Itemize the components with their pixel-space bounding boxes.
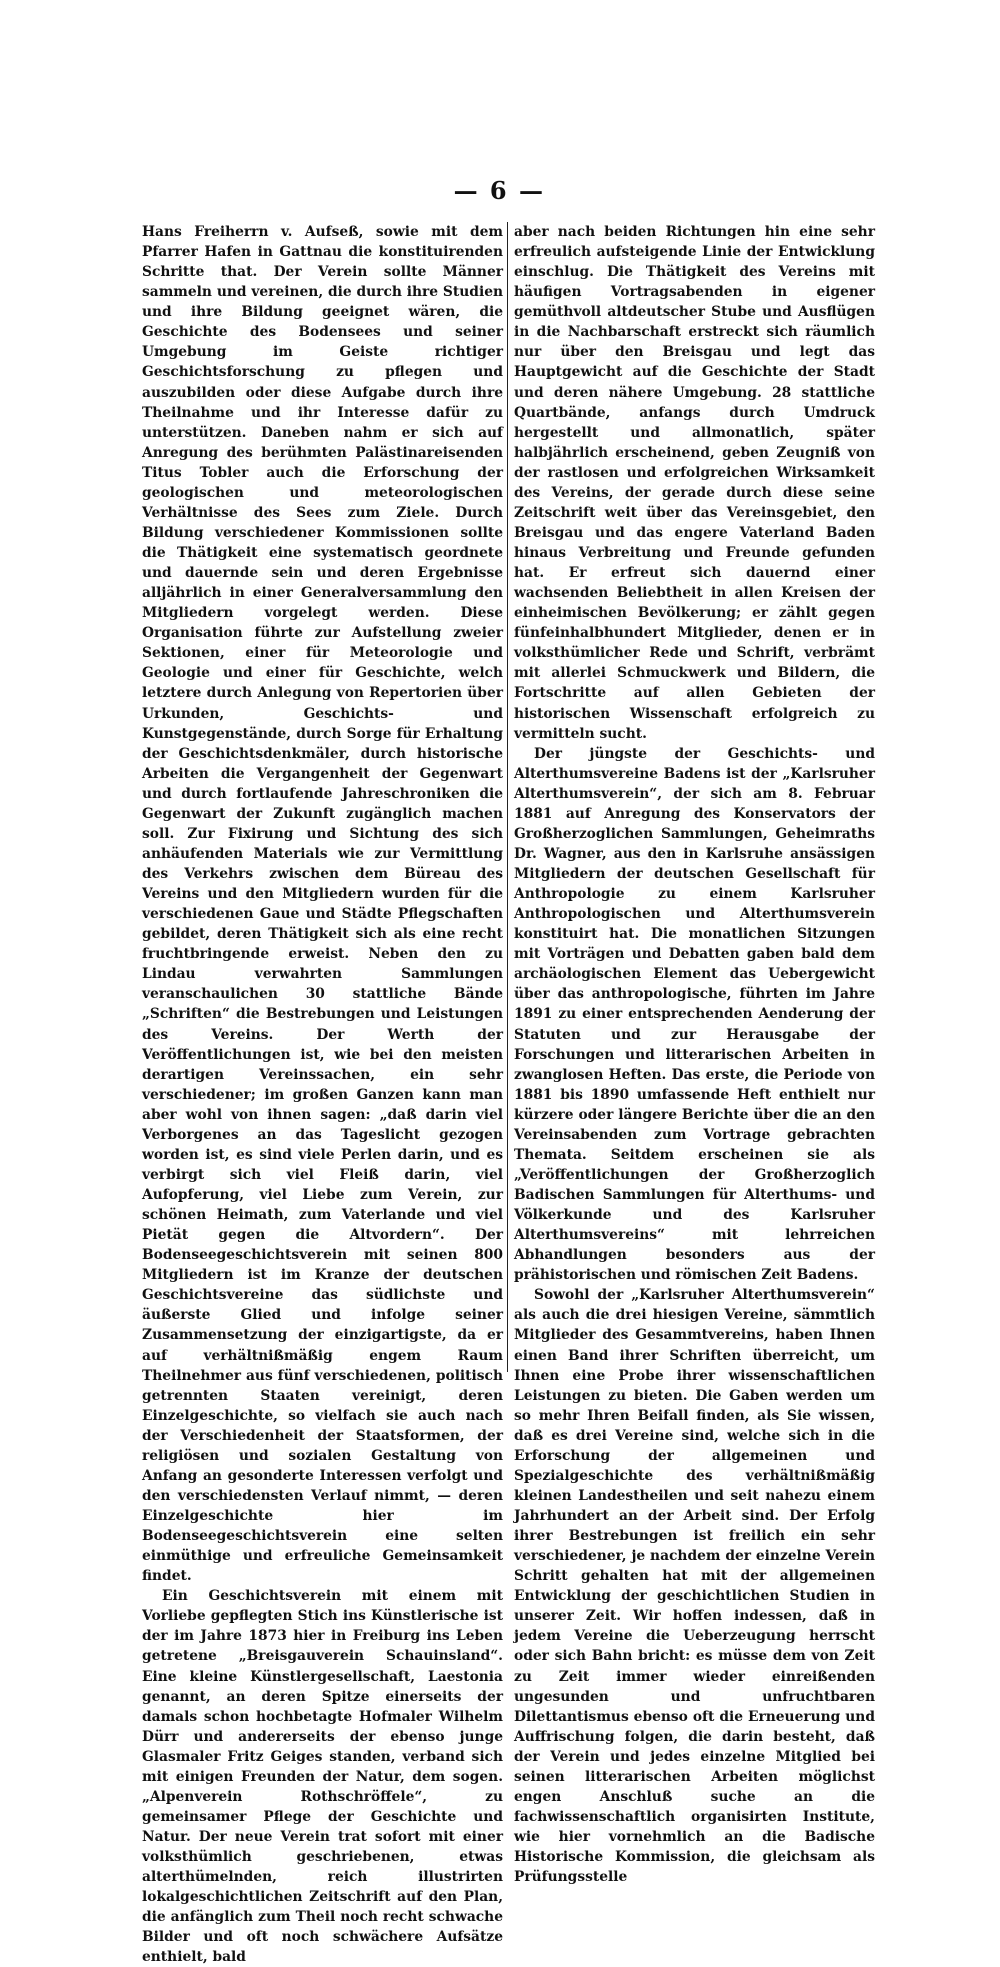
right-paragraph-3: Sowohl der „Karlsruher Alterthumsverein“ als auch die drei hiesigen Vereine, sämmtlich Mitglieder des Gesammtvereins, haben Ihnen einen Band ihrer Schriften überreicht, um Ihnen eine Probe ihrer wissenschaftlichen Leistungen zu bieten. Die Gaben werden um so mehr Ihren Beifall finden, als Sie wissen, daß es drei Vereine sind, welche sich in die Erforschung der allgemeinen und Spezialgeschichte des verhältnißmäßig kleinen Landestheilen und seit nahezu einem Jahrhundert an der Arbeit sind. Der Erfolg ihrer Bestrebungen ist freilich ein sehr verschiedener, je nachdem der einzelne Verein Schritt gehalten hat mit der allgemeinen Entwicklung der geschichtlichen Studien in unserer Zeit. Wir hoffen indessen, daß in jedem Vereine die Ueberzeugung herrscht oder sich Bahn bricht: es müsse dem von Zeit zu Zeit immer wieder einreißenden ungesunden und unfruchtbaren Dilettantismus ebenso oft die Erneuerung und Auffrischung folgen, die darin besteht, daß der Verein und jedes einzelne Mitglied bei seinen litterarischen Arbeiten möglichst engen Anschluß suche an die fachwissenschaftlich organisirten Institute, wie hier vornehmlich an die Badische Historische Kommission, die gleichsam als Prüfungsstelle (514, 1287, 875, 1886)
left-paragraph-2: Ein Geschichtsverein mit einem mit Vorliebe gepflegten Stich ins Künstlerische ist der im Jahre 1873 hier in Freiburg ins Leben getretene „Breisgauverein Schauinsland“. Eine kleine Künstlergesellschaft, Laestonia genannt, an deren Spitze einerseits der damals schon hochbetagte Hofmaler Wilhelm Dürr und andererseits der ebenso junge Glasmaler Fritz Geiges standen, verband sich mit einigen Freunden der Natur, dem sogen. „Alpenverein Rothschröffele“, zu gemeinsamer Pflege der Geschichte und Natur. Der neue Verein trat sofort mit einer volksthümlich geschriebenen, etwas alterthümelnden, reich illustrirten lokalgeschichtlichen Zeitschrift auf den Plan, die anfänglich zum Theil noch recht schwache Bilder und oft noch schwächere Aufsätze enthielt, bald (142, 1588, 503, 1966)
right-paragraph-1: aber nach beiden Richtungen hin eine sehr erfreulich aufsteigende Linie der Entwicklung einschlug. Die Thätigkeit des Vereins mit häufigen Vortragsabenden in eigener gemüthvoll altdeutscher Stube und Ausflügen in die Nachbarschaft erstreckt sich räumlich nur über den Breisgau und legt das Hauptgewicht auf die Geschichte der Stadt und deren nähere Umgebung. 28 stattliche Quartbände, anfangs durch Umdruck hergestellt und allmonatlich, später halbjährlich erscheinend, geben Zeugniß von der rastlosen und erfolgreichen Wirksamkeit des Vereins, der gerade durch diese seine Zeitschrift weit über das Vereinsgebiet, den Breisgau und das engere Vaterland Baden hinaus Verbreitung und Freunde gefunden hat. Er erfreut sich dauernd einer wachsenden Beliebtheit in allen Kreisen der einheimischen Bevölkerung; er zählt gegen fünfeinhalbhundert Mitglieder, denen er in volksthümlicher Rede und Schrift, verbrämt mit allerlei Schmuckwerk und Bildern, die Fortschritte auf allen Gebieten der historischen Wissenschaft erfolgreich zu vermitteln sucht. (514, 224, 875, 742)
left-column (142, 222, 503, 1966)
column-divider (507, 222, 508, 1372)
left-paragraph-1: Hans Freiherrn v. Aufseß, sowie mit dem Pfarrer Hafen in Gattnau die konstituirenden Schritte that. Der Verein sollte Männer sammeln und vereinen, die durch ihre Studien und ihre Bildung geeignet wären, die Geschichte des Bodensees und seiner Umgebung im Geiste richtiger Geschichtsforschung zu pflegen und auszubilden oder diese Aufgabe durch ihre Theilnahme und ihr Interesse dafür zu unterstützen. Daneben nahm er sich auf Anregung des berühmten Palästinareisenden Titus Tobler auch die Erforschung der geologischen und meteorologischen Verhältnisse des Sees zum Ziele. Durch Bildung verschiedener Kommissionen sollte die Thätigkeit eine systematisch geordnete und dauernde sein und deren Ergebnisse alljährlich in einer Generalversammlung den Mitgliedern vorgelegt werden. Diese Organisation führte zur Aufstellung zweier Sektionen, einer für Meteorologie und Geologie und einer für Geschichte, welch letztere durch Anlegung von Repertorien über Urkunden, Geschichts- und Kunstgegenstände, durch Sorge für Erhaltung der Geschichtsdenkmäler, durch historische Arbeiten die Vergangenheit der Gegenwart und durch fortlaufende Jahreschroniken die Gegenwart der Zukunft zugänglich machen soll. Zur Fixirung und Sichtung des sich anhäufenden Materials wie zur Vermittlung des Verkehrs zwischen dem Büreau des Vereins und den Mitgliedern wurden für die verschiedenen Gaue und Städte Pflegschaften gebildet, deren Thätigkeit sich als eine recht fruchtbringende erweist. Neben den zu Lindau verwahrten Sammlungen veranschaulichen 30 stattliche Bände „Schriften“ die Bestrebungen und Leistungen des Vereins. Der Werth der Veröffentlichungen ist, wie bei den meisten derartigen Vereinssachen, ein sehr verschiedener; im großen Ganzen kann man aber wohl von ihnen sagen: „daß darin viel Verborgenes an das Tageslicht gezogen worden ist, es sind viele Perlen darin, und es verbirgt sich viel Fleiß darin, viel Aufopferung, viel Liebe zum Verein, zur schönen Heimath, zum Vaterlande und viel Pietät gegen die Altvordern“. Der Bodenseegeschichtsverein mit seinen 800 Mitgliedern ist im Kranze der deutschen Geschichtsvereine das südlichste und äußerste Glied und infolge seiner Zusammensetzung der einzigartigste, da er auf verhältnißmäßig engem Raum Theilnehmer aus fünf verschiedenen, politisch getrennten Staaten vereinigt, deren Einzelgeschichte, so vielfach sie auch nach der Verschiedenheit der Staatsformen, der religiösen und sozialen Gestaltung von Anfang an gesonderte Interessen verfolgt und den verschiedensten Verlauf nimmt, — deren Einzelgeschichte hier im Bodenseegeschichtsverein eine selten einmüthige und erfreuliche Gemeinsamkeit findet. (142, 224, 503, 1585)
right-column (514, 222, 875, 1886)
right-paragraph-2: Der jüngste der Geschichts- und Alterthumsvereine Badens ist der „Karlsruher Alterthumsverein“, der sich am 8. Februar 1881 auf Anregung des Konservators der Großherzoglichen Sammlungen, Geheimraths Dr. Wagner, aus den in Karlsruhe ansässigen Mitgliedern der deutschen Gesellschaft für Anthropologie zu einem Karlsruher Anthropologischen und Alterthumsverein konstituirt hat. Die monatlichen Sitzungen mit Vorträgen und Debatten gaben bald dem archäologischen Element das Uebergewicht über das anthropologische, führten im Jahre 1891 zu einer entsprechenden Aenderung der Statuten und zur Herausgabe der Forschungen und litterarischen Arbeiten in zwanglosen Heften. Das erste, die Periode von 1881 bis 1890 umfassende Heft enthielt nur kürzere oder längere Berichte über die an den Vereinsabenden zum Vortrage gebrachten Themata. Seitdem erscheinen sie als „Veröffentlichungen der Großherzoglich Badischen Sammlungen für Alterthums- und Völkerkunde und des Karlsruher Alterthumsvereins“ mit lehrreichen Abhandlungen besonders aus der prähistorischen und römischen Zeit Badens. (514, 745, 875, 1284)
page-number: — 6 — (453, 176, 545, 205)
